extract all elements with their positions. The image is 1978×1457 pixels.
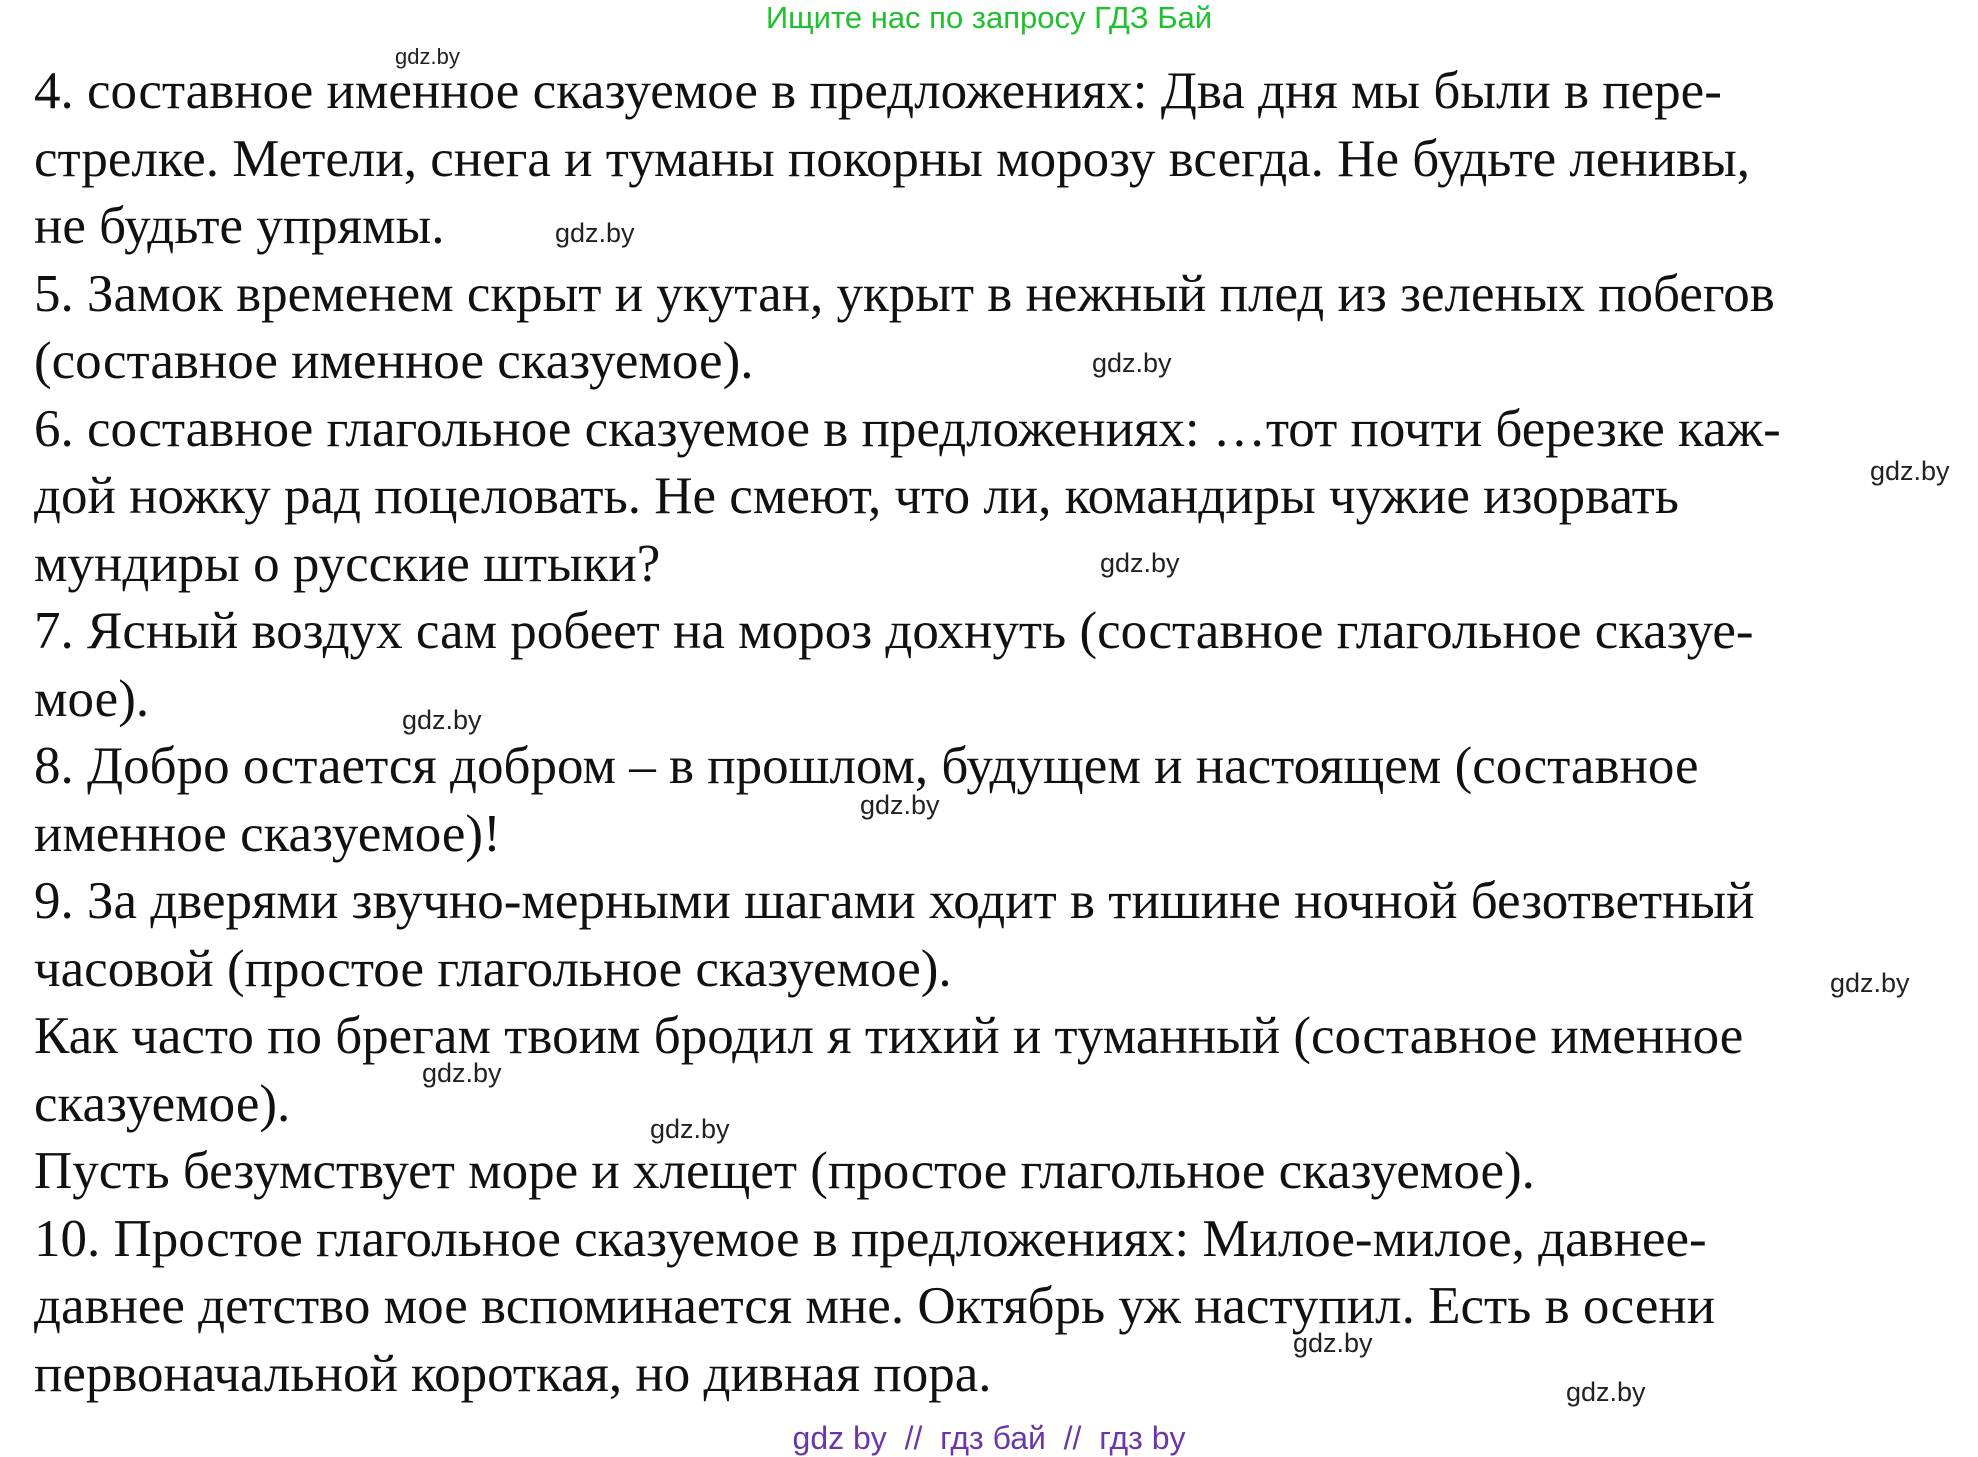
text-line: стрелке. Метели, снега и туманы покорны морозу всегда. Не будьте ленивы, [34, 129, 1750, 188]
watermark: gdz.by [402, 705, 482, 735]
text-line: давнее детство мое вспоминается мне. Октябрь уж наступил. Есть в осени [34, 1277, 1716, 1335]
document-body [34, 58, 1974, 1408]
text-line: сказуемое). [34, 1074, 291, 1133]
text-line: Пусть безумствует море и хлещет (простое глагольное сказуемое). [34, 1142, 1535, 1200]
text-line: 5. Замок временем скрыт и укутан, укрыт в нежный плед из зеленых побегов [34, 264, 1775, 323]
watermark: gdz.by [1100, 548, 1180, 578]
watermark: gdz.by [860, 790, 940, 820]
text-line: 7. Ясный воздух сам робеет на мороз дохнуть (составное глагольное сказуе- [34, 602, 1754, 660]
watermark: gdz.by [1092, 348, 1172, 378]
text-line: (составное именное сказуемое). [34, 332, 754, 390]
watermark: gdz.by [555, 218, 635, 248]
watermark: gdz.by [395, 44, 460, 69]
footer-banner: gdz by // гдз бай // гдз by [792, 1420, 1186, 1456]
text-line: первоначальной короткая, но дивная пора. [34, 1344, 992, 1403]
text-line: часовой (простое глагольное сказуемое). [34, 939, 952, 998]
watermark: gdz.by [1830, 968, 1910, 998]
text-line: мое). [34, 669, 150, 728]
text-line: мундиры о русские штыки? [34, 534, 661, 593]
watermark: gdz.by [1293, 1328, 1373, 1358]
text-line: именное сказуемое)! [34, 804, 501, 863]
watermark: gdz.by [422, 1058, 502, 1088]
text-line: не будьте упрямы. [34, 197, 445, 255]
header-banner: Ищите нас по запросу ГДЗ Бай [765, 0, 1213, 35]
text-line: 9. За дверями звучно-мерными шагами ходит в тишине ночной безответный [34, 872, 1755, 930]
watermark: gdz.by [650, 1114, 730, 1144]
text-line: Как часто по брегам твоим бродил я тихий и туманный (составное именное [34, 1007, 1744, 1065]
text-line: 4. составное именное сказуемое в предложениях: Два дня мы были в пере- [34, 62, 1722, 120]
text-line: 6. составное глагольное сказуемое в предложениях: …тот почти березке каж- [34, 399, 1781, 458]
watermark: gdz.by [1566, 1377, 1646, 1407]
text-line: 10. Простое глагольное сказуемое в предложениях: Милое-милое, давнее- [34, 1209, 1707, 1268]
watermark: gdz.by [1870, 456, 1950, 486]
text-line: дой ножку рад поцеловать. Не смеют, что ли, командиры чужие изорвать [34, 467, 1679, 525]
text-line: 8. Добро остается добром – в прошлом, будущем и настоящем (составное [34, 737, 1699, 795]
